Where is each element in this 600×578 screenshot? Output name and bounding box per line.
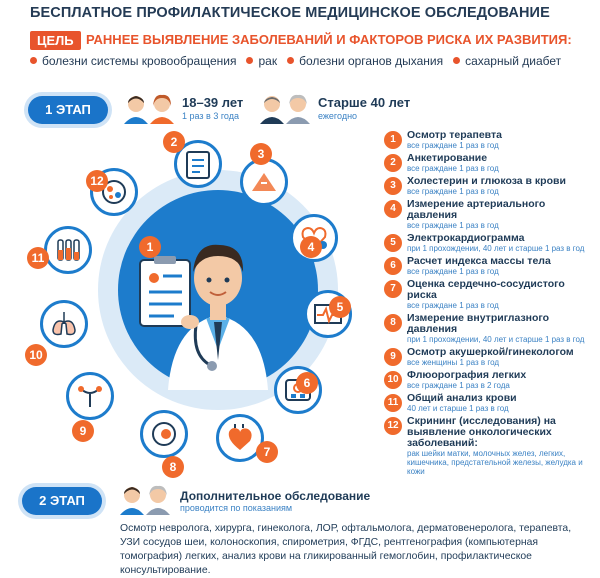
young-age-title: 18–39 лет	[182, 95, 244, 110]
goal-badge: ЦЕЛЬ	[30, 31, 81, 50]
list-item: 3 Холестерин и глюкоза в крови все граждане 1 раз в год	[384, 176, 596, 196]
ring-number-8: 8	[162, 456, 184, 478]
stage1-badge: 1 ЭТАП	[28, 96, 108, 124]
disease-list	[30, 54, 561, 68]
disease-item: болезни системы кровообращения	[30, 54, 236, 68]
stage2-subtitle: проводится по показаниям	[180, 503, 293, 513]
ring-number-1: 1	[139, 236, 161, 258]
list-item: 11 Общий анализ крови 40 лет и старше 1 раз в год	[384, 393, 596, 413]
ring-number-4: 4	[300, 236, 322, 258]
list-item: 5 Электрокардиограмма при 1 прохождении, 40 лет и старше 1 раз в год	[384, 233, 596, 253]
ring-number-5: 5	[329, 296, 351, 318]
young-people-icon	[122, 94, 178, 124]
ring-number-6: 6	[296, 372, 318, 394]
older-age-title: Старше 40 лет	[318, 95, 411, 110]
list-item: 10 Флюорография легких все граждане 1 раз в 2 года	[384, 370, 596, 390]
stage2-description: Осмотр невролога, хирурга, гинеколога, ЛОР, офтальмолога, дерматовенеролога, терапевта, УЗИ сосудов шеи, колоноскопия, спирометрия, ФГДС, рентгенография (компьютерная томография) легких, анализ крови на гликированный гемоглобин, профилактическое консультирование.	[120, 523, 572, 576]
ring-number-10: 10	[25, 344, 47, 366]
page-title: БЕСПЛАТНОЕ ПРОФИЛАКТИЧЕСКОЕ МЕДИЦИНСКОЕ ОБСЛЕДОВАНИЕ	[30, 5, 550, 21]
young-age-frequency: 1 раз в 3 года	[182, 111, 239, 121]
blood-test-icon	[240, 158, 288, 206]
eye-icon	[140, 410, 188, 458]
goal-text: РАННЕЕ ВЫЯВЛЕНИЕ ЗАБОЛЕВАНИЙ И ФАКТОРОВ РИСКА ИХ РАЗВИТИЯ:	[86, 32, 572, 47]
ring-number-9: 9	[72, 420, 94, 442]
gynecology-icon	[66, 372, 114, 420]
disease-item: болезни органов дыхания	[287, 54, 443, 68]
list-item: 4 Измерение артериального давления все граждане 1 раз в год	[384, 199, 596, 230]
test-tubes-icon	[44, 226, 92, 274]
stage2-badge: 2 ЭТАП	[22, 487, 102, 515]
older-age-frequency: ежегодно	[318, 111, 358, 121]
disease-item: рак	[246, 54, 277, 68]
list-item: 8 Измерение внутриглазного давления при 1 прохождении, 40 лет и старше 1 раз в год	[384, 313, 596, 344]
ring-number-11: 11	[27, 247, 49, 269]
stage2-title: Дополнительное обследование	[180, 489, 371, 503]
people-icon	[118, 485, 174, 515]
ring-number-2: 2	[163, 131, 185, 153]
list-item: 2 Анкетирование все граждане 1 раз в год	[384, 153, 596, 173]
list-item: 9 Осмотр акушеркой/гинекологом все женщины 1 раз в год	[384, 347, 596, 367]
older-people-icon	[258, 94, 314, 124]
ring-number-12: 12	[86, 170, 108, 192]
ring-number-7: 7	[256, 441, 278, 463]
doctor-illustration	[118, 190, 318, 390]
lungs-icon	[40, 300, 88, 348]
checkup-list	[384, 130, 596, 479]
disease-item: сахарный диабет	[453, 54, 561, 68]
list-item: 7 Оценка сердечно-сосудистого риска все граждане 1 раз в год	[384, 279, 596, 310]
list-item: 1 Осмотр терапевта все граждане 1 раз в год	[384, 130, 596, 150]
list-item: 6 Расчет индекса массы тела все граждане 1 раз в год	[384, 256, 596, 276]
list-item: 12 Скрининг (исследования) на выявление онкологических заболеваний: рак шейки матки, молочных желез, легких, кишечника, предстательной железы, желудка и кожи	[384, 416, 596, 476]
ring-number-3: 3	[250, 143, 272, 165]
